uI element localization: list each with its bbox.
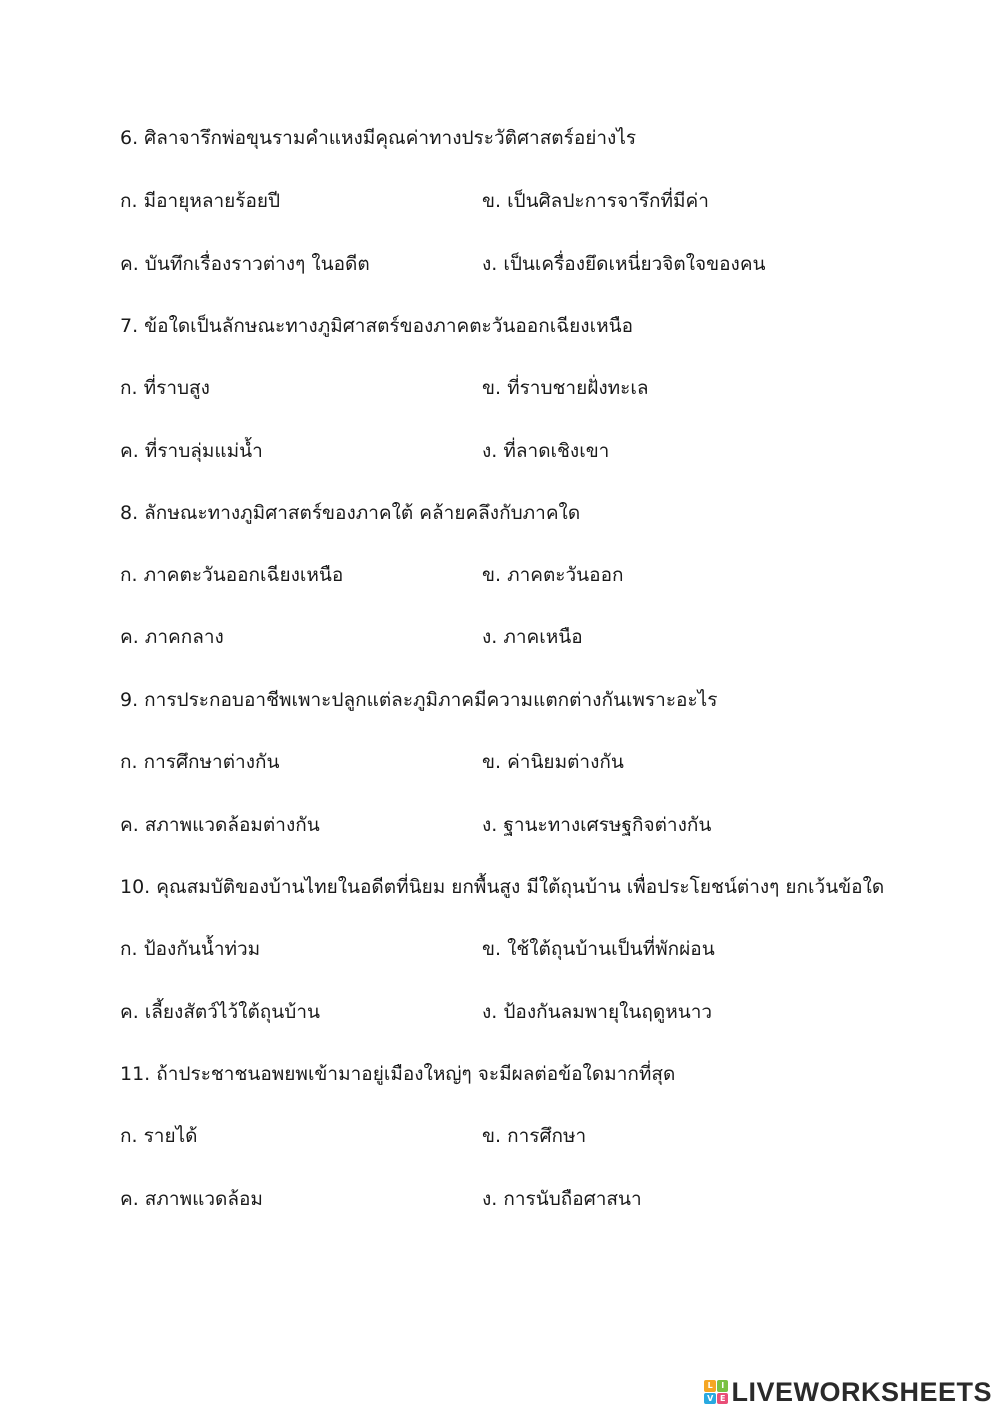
liveworksheets-logo-icon (704, 1380, 728, 1404)
logo-mark-letter: I (717, 1380, 729, 1392)
liveworksheets-logo (704, 1377, 992, 1407)
question-8-option-a[interactable]: ก. ภาคตะวันออกเฉียงเหนือ (120, 564, 344, 586)
question-9-option-d[interactable]: ง. ฐานะทางเศรษฐกิจต่างกัน (482, 814, 712, 836)
question-6-option-a[interactable]: ก. มีอายุหลายร้อยปี (120, 190, 281, 212)
question-10: 10. คุณสมบัติของบ้านไทยในอดีตที่นิยม ยกพื้นสูง มีใต้ถุนบ้าน เพื่อประโยชน์ต่างๆ ยกเว้นข้อใด (120, 876, 885, 898)
question-10-option-a[interactable]: ก. ป้องกันน้ำท่วม (120, 938, 261, 960)
logo-mark-letter: L (704, 1380, 716, 1392)
question-9-option-c[interactable]: ค. สภาพแวดล้อมต่างกัน (120, 814, 320, 836)
question-11-option-a[interactable]: ก. รายได้ (120, 1125, 198, 1147)
question-8-option-d[interactable]: ง. ภาคเหนือ (482, 626, 583, 648)
question-11-option-d[interactable]: ง. การนับถือศาสนา (482, 1188, 642, 1210)
question-9-option-b[interactable]: ข. ค่านิยมต่างกัน (482, 751, 624, 773)
question-7-option-b[interactable]: ข. ที่ราบชายฝั่งทะเล (482, 377, 649, 399)
question-8-option-c[interactable]: ค. ภาคกลาง (120, 626, 224, 648)
question-6-option-b[interactable]: ข. เป็นศิลปะการจารึกที่มีค่า (482, 190, 709, 212)
question-6: 6. ศิลาจารึกพ่อขุนรามคำแหงมีคุณค่าทางประวัติศาสตร์อย่างไร (120, 127, 637, 149)
question-9-option-a[interactable]: ก. การศึกษาต่างกัน (120, 751, 280, 773)
question-8: 8. ลักษณะทางภูมิศาสตร์ของภาคใต้ คล้ายคลึงกับภาคใด (120, 502, 581, 524)
logo-text: LIVEWORKSHEETS (731, 1376, 992, 1407)
question-10-option-d[interactable]: ง. ป้องกันลมพายุในฤดูหนาว (482, 1001, 713, 1023)
question-6-option-d[interactable]: ง. เป็นเครื่องยึดเหนี่ยวจิตใจของคน (482, 253, 766, 275)
question-11-option-b[interactable]: ข. การศึกษา (482, 1125, 587, 1147)
question-7: 7. ข้อใดเป็นลักษณะทางภูมิศาสตร์ของภาคตะวันออกเฉียงเหนือ (120, 315, 633, 337)
question-11-option-c[interactable]: ค. สภาพแวดล้อม (120, 1188, 263, 1210)
question-7-option-a[interactable]: ก. ที่ราบสูง (120, 377, 210, 399)
question-11: 11. ถ้าประชาชนอพยพเข้ามาอยู่เมืองใหญ่ๆ จะมีผลต่อข้อใดมากที่สุด (120, 1063, 676, 1085)
question-8-option-b[interactable]: ข. ภาคตะวันออก (482, 564, 624, 586)
question-7-option-c[interactable]: ค. ที่ราบลุ่มแม่น้ำ (120, 440, 263, 462)
logo-mark-letter: E (717, 1393, 729, 1405)
question-10-option-b[interactable]: ข. ใช้ใต้ถุนบ้านเป็นที่พักผ่อน (482, 938, 715, 960)
question-6-option-c[interactable]: ค. บันทึกเรื่องราวต่างๆ ในอดีต (120, 253, 370, 275)
question-7-option-d[interactable]: ง. ที่ลาดเชิงเขา (482, 440, 610, 462)
question-10-option-c[interactable]: ค. เลี้ยงสัตว์ไว้ใต้ถุนบ้าน (120, 1001, 320, 1023)
logo-mark-letter: V (704, 1393, 716, 1405)
question-9: 9. การประกอบอาชีพเพาะปลูกแต่ละภูมิภาคมีความแตกต่างกันเพราะอะไร (120, 689, 718, 711)
